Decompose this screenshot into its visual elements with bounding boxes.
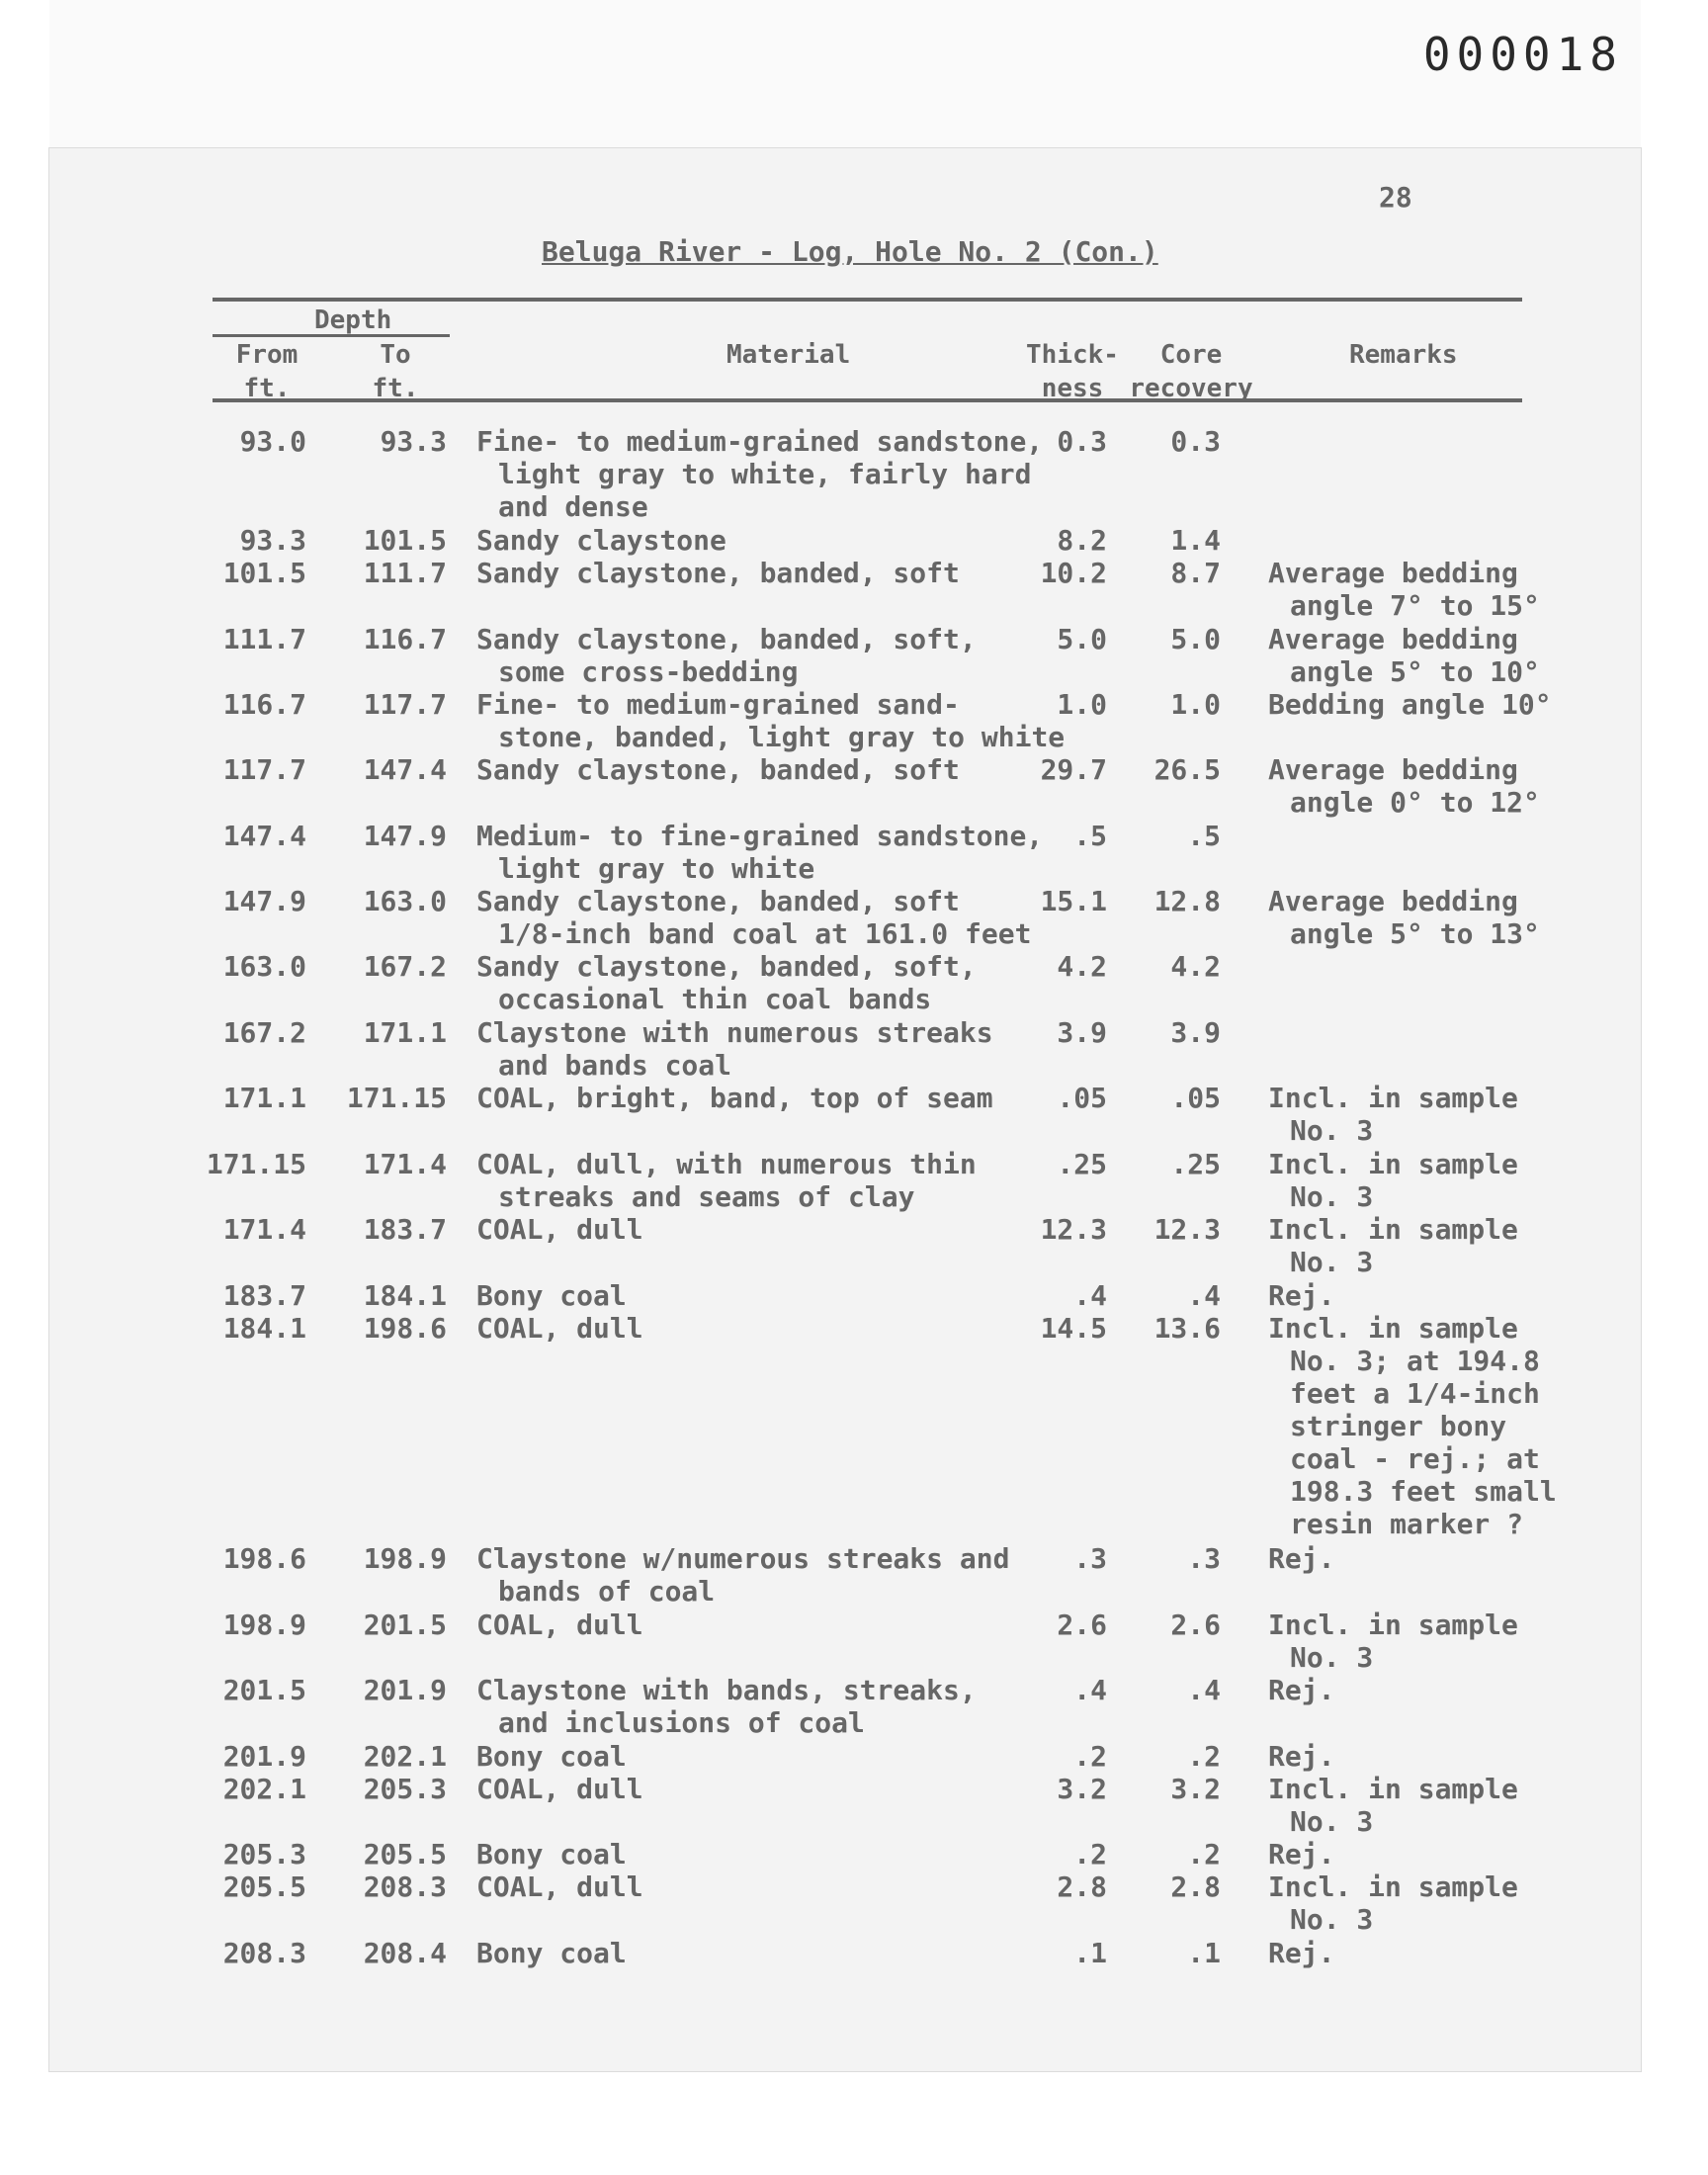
core-recovery-cell: 5.0: [1170, 623, 1221, 655]
thickness-cell: .2: [1073, 1838, 1107, 1870]
material-cell: [476, 524, 1069, 557]
core-recovery-cell: .5: [1187, 820, 1221, 852]
core-recovery-cell: 1.4: [1170, 524, 1221, 557]
remarks-line: Average bedding: [1268, 623, 1518, 655]
depth-to-cell: 101.5: [363, 524, 447, 557]
header-from-line2: ft.: [243, 374, 291, 403]
material-cell: [476, 1542, 1069, 1608]
thickness-cell: 5.0: [1057, 623, 1107, 655]
material-line: bands of coal: [498, 1575, 716, 1608]
thickness-cell: .1: [1073, 1937, 1107, 1969]
material-cell: [476, 1213, 1069, 1246]
material-line: occasional thin coal bands: [498, 983, 932, 1015]
material-line: Sandy claystone, banded, soft: [476, 753, 960, 786]
material-cell: [476, 1937, 1069, 1969]
depth-from-cell: 171.4: [222, 1213, 306, 1246]
material-line: stone, banded, light gray to white: [498, 721, 1066, 753]
depth-from-cell: 198.9: [222, 1609, 306, 1641]
material-line: Bony coal: [476, 1279, 627, 1312]
remarks-line: stringer bony: [1290, 1410, 1507, 1442]
depth-to-cell: 111.7: [363, 557, 447, 589]
table-top-rule: [213, 298, 1522, 302]
remarks-cell: [1268, 1870, 1683, 1936]
remarks-cell: [1268, 557, 1683, 622]
depth-from-cell: 171.1: [222, 1082, 306, 1114]
header-depth: Depth: [314, 305, 392, 335]
depth-from-cell: 111.7: [222, 623, 306, 655]
remarks-line: Incl. in sample: [1268, 1148, 1518, 1180]
material-line: COAL, dull, with numerous thin: [476, 1148, 977, 1180]
material-line: Fine- to medium-grained sandstone,: [476, 425, 1044, 458]
core-recovery-cell: .4: [1187, 1674, 1221, 1706]
remarks-cell: [1268, 1082, 1683, 1147]
material-line: COAL, dull: [476, 1312, 643, 1345]
remarks-line: feet a 1/4-inch: [1290, 1377, 1540, 1410]
depth-to-cell: 171.15: [346, 1082, 447, 1114]
depth-from-cell: 171.15: [206, 1148, 306, 1180]
material-line: Claystone w/numerous streaks and: [476, 1542, 1010, 1575]
depth-to-cell: 171.4: [363, 1148, 447, 1180]
remarks-cell: [1268, 623, 1683, 688]
remarks-line: Incl. in sample: [1268, 1609, 1518, 1641]
material-line: Bony coal: [476, 1838, 627, 1870]
material-cell: [476, 1016, 1069, 1082]
material-cell: [476, 557, 1069, 589]
core-recovery-cell: 2.6: [1170, 1609, 1221, 1641]
depth-to-cell: 147.4: [363, 753, 447, 786]
thickness-cell: .4: [1073, 1279, 1107, 1312]
depth-to-cell: 208.3: [363, 1870, 447, 1903]
material-cell: [476, 1082, 1069, 1114]
thickness-cell: 3.9: [1057, 1016, 1107, 1049]
remarks-line: Incl. in sample: [1268, 1082, 1518, 1114]
thickness-cell: .5: [1073, 820, 1107, 852]
depth-from-cell: 117.7: [222, 753, 306, 786]
depth-from-cell: 205.3: [222, 1838, 306, 1870]
thickness-cell: 14.5: [1040, 1312, 1107, 1345]
depth-from-cell: 101.5: [222, 557, 306, 589]
depth-from-cell: 147.4: [222, 820, 306, 852]
remarks-line: angle 5° to 10°: [1290, 655, 1540, 688]
material-cell: [476, 820, 1069, 885]
depth-from-cell: 147.9: [222, 885, 306, 917]
material-cell: [476, 1773, 1069, 1805]
remarks-line: No. 3: [1290, 1246, 1374, 1278]
scan-top-margin: [49, 0, 1641, 148]
remarks-cell: [1268, 1740, 1683, 1773]
thickness-cell: .3: [1073, 1542, 1107, 1575]
header-thickness-line2: ness: [1041, 374, 1104, 403]
header-core-recovery: [1117, 338, 1265, 405]
core-recovery-cell: .3: [1187, 1542, 1221, 1575]
remarks-line: angle 0° to 12°: [1290, 786, 1540, 819]
core-recovery-cell: .05: [1170, 1082, 1221, 1114]
depth-to-cell: 163.0: [363, 885, 447, 917]
remarks-line: Incl. in sample: [1268, 1870, 1518, 1903]
material-cell: [476, 425, 1069, 523]
page-number: 28: [1379, 181, 1412, 214]
header-to-line1: To: [380, 340, 411, 370]
remarks-cell: [1268, 1609, 1683, 1674]
page-title: Beluga River - Log, Hole No. 2 (Con.): [542, 235, 1158, 268]
material-line: COAL, dull: [476, 1870, 643, 1903]
core-recovery-cell: .2: [1187, 1740, 1221, 1773]
remarks-line: Incl. in sample: [1268, 1312, 1518, 1345]
depth-to-cell: 147.9: [363, 820, 447, 852]
material-cell: [476, 885, 1069, 950]
material-cell: [476, 1148, 1069, 1213]
material-line: COAL, bright, band, top of seam: [476, 1082, 993, 1114]
depth-from-cell: 183.7: [222, 1279, 306, 1312]
depth-from-cell: 208.3: [222, 1937, 306, 1969]
depth-from-cell: 201.9: [222, 1740, 306, 1773]
core-recovery-cell: 12.3: [1153, 1213, 1221, 1246]
depth-from-cell: 205.5: [222, 1870, 306, 1903]
depth-from-cell: 167.2: [222, 1016, 306, 1049]
depth-to-cell: 201.5: [363, 1609, 447, 1641]
thickness-cell: 12.3: [1040, 1213, 1107, 1246]
depth-to-cell: 198.9: [363, 1542, 447, 1575]
material-line: COAL, dull: [476, 1213, 643, 1246]
material-cell: [476, 1740, 1069, 1773]
material-line: Bony coal: [476, 1937, 627, 1969]
core-recovery-cell: .4: [1187, 1279, 1221, 1312]
material-line: Sandy claystone, banded, soft,: [476, 623, 977, 655]
depth-to-cell: 171.1: [363, 1016, 447, 1049]
header-from: [222, 338, 311, 405]
remarks-line: Incl. in sample: [1268, 1773, 1518, 1805]
depth-to-cell: 93.3: [380, 425, 447, 458]
remarks-line: Rej.: [1268, 1674, 1335, 1706]
material-line: Sandy claystone: [476, 524, 726, 557]
core-recovery-cell: 0.3: [1170, 425, 1221, 458]
remarks-line: Rej.: [1268, 1279, 1335, 1312]
document-stamp-number: 000018: [1422, 28, 1623, 81]
depth-to-cell: 116.7: [363, 623, 447, 655]
material-line: Claystone with numerous streaks: [476, 1016, 993, 1049]
header-material: Material: [726, 340, 851, 370]
material-line: Sandy claystone, banded, soft: [476, 557, 960, 589]
material-line: streaks and seams of clay: [498, 1180, 915, 1213]
thickness-cell: .2: [1073, 1740, 1107, 1773]
thickness-cell: 0.3: [1057, 425, 1107, 458]
remarks-cell: [1268, 1674, 1683, 1706]
thickness-cell: 10.2: [1040, 557, 1107, 589]
depth-from-cell: 93.0: [239, 425, 306, 458]
thickness-cell: .4: [1073, 1674, 1107, 1706]
remarks-cell: [1268, 1838, 1683, 1870]
depth-to-cell: 202.1: [363, 1740, 447, 1773]
material-line: Bony coal: [476, 1740, 627, 1773]
remarks-line: No. 3: [1290, 1903, 1374, 1936]
material-cell: [476, 623, 1069, 688]
remarks-line: 198.3 feet small: [1290, 1475, 1557, 1508]
material-cell: [476, 753, 1069, 786]
header-to: [351, 338, 440, 405]
depth-to-cell: 198.6: [363, 1312, 447, 1345]
material-cell: [476, 1838, 1069, 1870]
core-recovery-cell: 3.2: [1170, 1773, 1221, 1805]
depth-from-cell: 93.3: [239, 524, 306, 557]
remarks-cell: [1268, 1312, 1683, 1540]
header-remarks: Remarks: [1349, 340, 1458, 370]
thickness-cell: 29.7: [1040, 753, 1107, 786]
material-cell: [476, 1674, 1069, 1739]
material-cell: [476, 1609, 1069, 1641]
remarks-line: No. 3: [1290, 1641, 1374, 1674]
depth-to-cell: 167.2: [363, 950, 447, 983]
material-line: Sandy claystone, banded, soft: [476, 885, 960, 917]
remarks-cell: [1268, 753, 1683, 819]
header-thickness: [1023, 338, 1122, 405]
remarks-line: No. 3: [1290, 1114, 1374, 1147]
depth-to-cell: 205.5: [363, 1838, 447, 1870]
remarks-cell: [1268, 1148, 1683, 1213]
thickness-cell: 2.8: [1057, 1870, 1107, 1903]
core-recovery-cell: 3.9: [1170, 1016, 1221, 1049]
material-cell: [476, 1870, 1069, 1903]
depth-to-cell: 201.9: [363, 1674, 447, 1706]
core-recovery-cell: 1.0: [1170, 688, 1221, 721]
material-cell: [476, 688, 1069, 753]
core-recovery-cell: 12.8: [1153, 885, 1221, 917]
material-line: and dense: [498, 490, 648, 523]
thickness-cell: 15.1: [1040, 885, 1107, 917]
depth-from-cell: 116.7: [222, 688, 306, 721]
depth-from-cell: 184.1: [222, 1312, 306, 1345]
remarks-line: Bedding angle 10°: [1268, 688, 1552, 721]
depth-to-cell: 205.3: [363, 1773, 447, 1805]
material-cell: [476, 1279, 1069, 1312]
material-line: Claystone with bands, streaks,: [476, 1674, 977, 1706]
remarks-cell: [1268, 1773, 1683, 1838]
remarks-line: Rej.: [1268, 1937, 1335, 1969]
core-recovery-cell: 2.8: [1170, 1870, 1221, 1903]
thickness-cell: .05: [1057, 1082, 1107, 1114]
material-line: light gray to white, fairly hard: [498, 458, 1032, 490]
thickness-cell: 2.6: [1057, 1609, 1107, 1641]
remarks-line: No. 3: [1290, 1805, 1374, 1838]
depth-from-cell: 201.5: [222, 1674, 306, 1706]
depth-to-cell: 183.7: [363, 1213, 447, 1246]
remarks-cell: [1268, 1542, 1683, 1575]
depth-to-cell: 208.4: [363, 1937, 447, 1969]
thickness-cell: 3.2: [1057, 1773, 1107, 1805]
depth-to-cell: 117.7: [363, 688, 447, 721]
thickness-cell: 8.2: [1057, 524, 1107, 557]
core-recovery-cell: 13.6: [1153, 1312, 1221, 1345]
core-recovery-cell: 4.2: [1170, 950, 1221, 983]
material-line: COAL, dull: [476, 1609, 643, 1641]
depth-to-cell: 184.1: [363, 1279, 447, 1312]
material-cell: [476, 1312, 1069, 1345]
core-recovery-cell: .1: [1187, 1937, 1221, 1969]
remarks-cell: [1268, 688, 1683, 721]
thickness-cell: .25: [1057, 1148, 1107, 1180]
remarks-line: Rej.: [1268, 1740, 1335, 1773]
material-line: COAL, dull: [476, 1773, 643, 1805]
remarks-cell: [1268, 885, 1683, 950]
header-core-line2: recovery: [1129, 374, 1253, 403]
remarks-line: No. 3: [1290, 1180, 1374, 1213]
core-recovery-cell: 26.5: [1153, 753, 1221, 786]
remarks-line: Average bedding: [1268, 753, 1518, 786]
remarks-line: Incl. in sample: [1268, 1213, 1518, 1246]
material-line: some cross-bedding: [498, 655, 799, 688]
material-line: Medium- to fine-grained sandstone,: [476, 820, 1044, 852]
remarks-cell: [1268, 1279, 1683, 1312]
core-recovery-cell: 8.7: [1170, 557, 1221, 589]
header-from-line1: From: [235, 340, 299, 370]
material-line: 1/8-inch band coal at 161.0 feet: [498, 917, 1032, 950]
header-thickness-line1: Thick-: [1026, 340, 1119, 370]
remarks-line: Average bedding: [1268, 557, 1518, 589]
remarks-cell: [1268, 1213, 1683, 1278]
material-line: and bands coal: [498, 1049, 732, 1082]
remarks-line: No. 3; at 194.8: [1290, 1345, 1540, 1377]
material-cell: [476, 950, 1069, 1015]
remarks-line: resin marker ?: [1290, 1508, 1524, 1540]
material-line: and inclusions of coal: [498, 1706, 865, 1739]
remarks-line: angle 7° to 15°: [1290, 589, 1540, 622]
header-to-line2: ft.: [372, 374, 419, 403]
material-line: Fine- to medium-grained sand-: [476, 688, 960, 721]
thickness-cell: 1.0: [1057, 688, 1107, 721]
depth-from-cell: 163.0: [222, 950, 306, 983]
material-line: light gray to white: [498, 852, 815, 885]
remarks-cell: [1268, 1937, 1683, 1969]
depth-from-cell: 198.6: [222, 1542, 306, 1575]
remarks-line: Rej.: [1268, 1542, 1335, 1575]
core-recovery-cell: .2: [1187, 1838, 1221, 1870]
remarks-line: Average bedding: [1268, 885, 1518, 917]
depth-from-cell: 202.1: [222, 1773, 306, 1805]
material-line: Sandy claystone, banded, soft,: [476, 950, 977, 983]
thickness-cell: 4.2: [1057, 950, 1107, 983]
core-recovery-cell: .25: [1170, 1148, 1221, 1180]
remarks-line: Rej.: [1268, 1838, 1335, 1870]
remarks-line: coal - rej.; at: [1290, 1442, 1540, 1475]
header-core-line1: Core: [1159, 340, 1223, 370]
remarks-line: angle 5° to 13°: [1290, 917, 1540, 950]
